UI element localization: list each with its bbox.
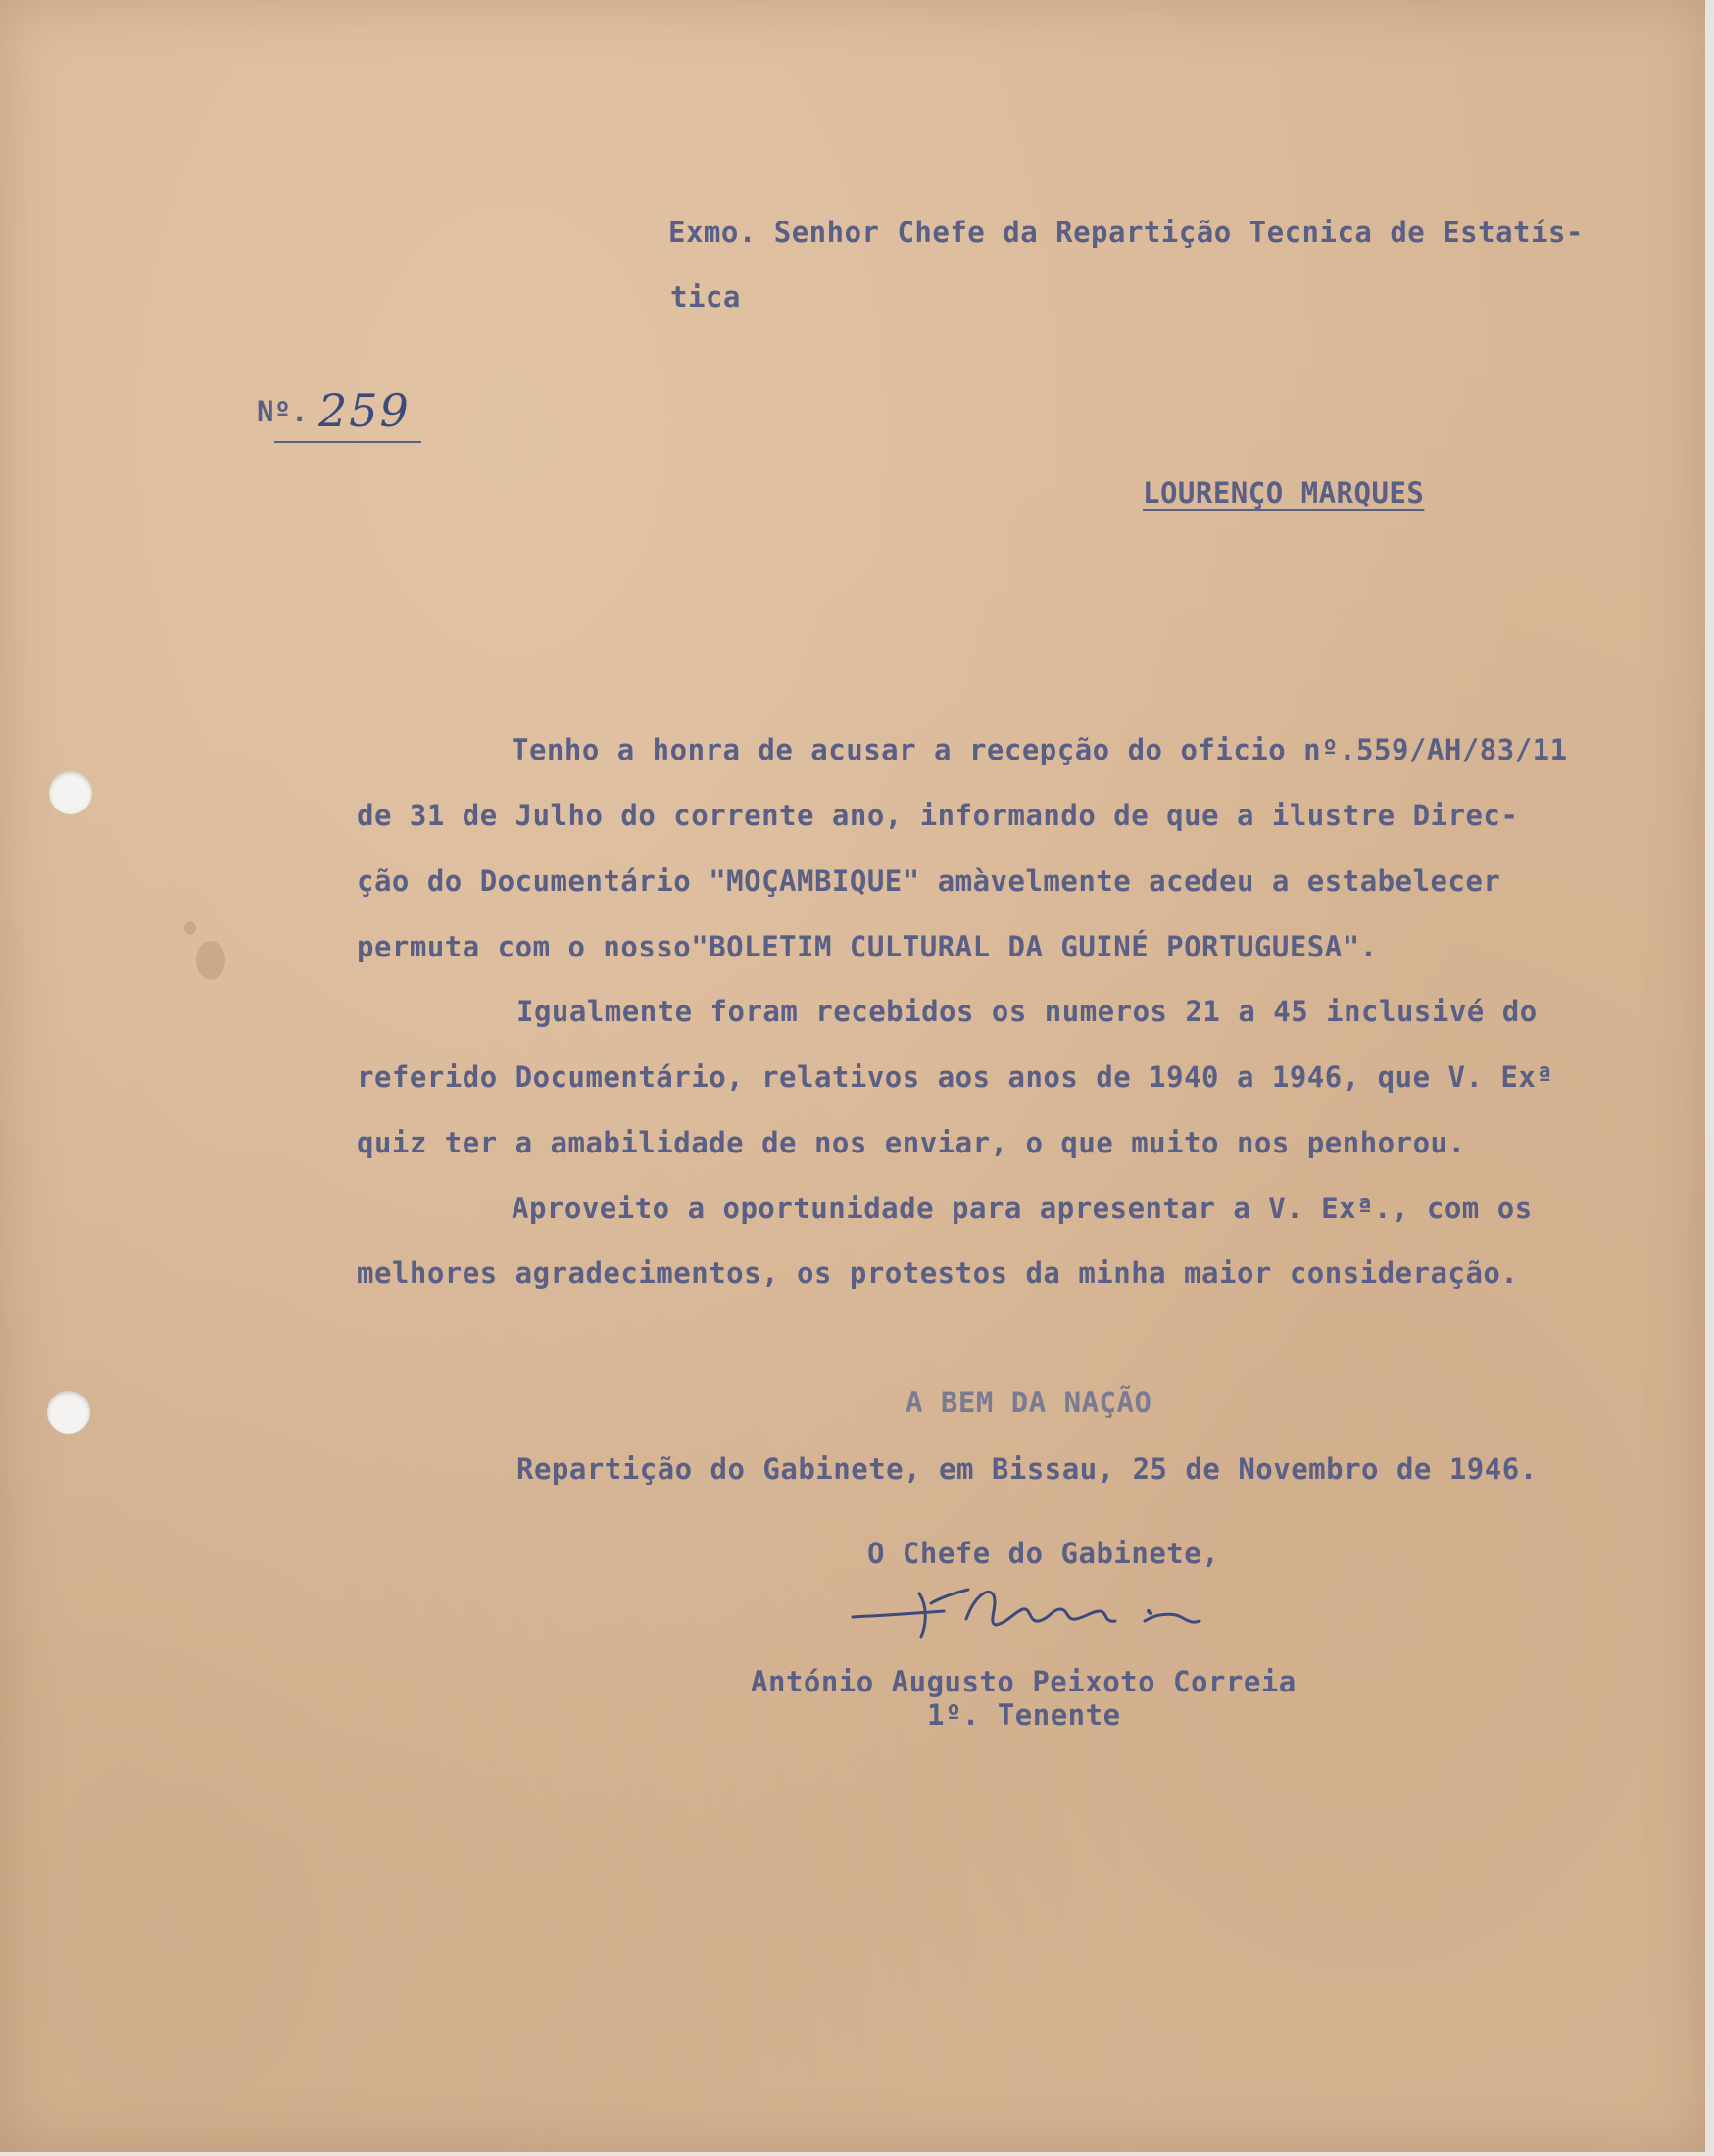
body-line-4: permuta com o nosso"BOLETIM CULTURAL DA GUINÉ PORTUGUESA". <box>357 930 1378 963</box>
body-line-1: Tenho a honra de acusar a recepção do oficio nº.559/AH/83/11 <box>512 733 1568 766</box>
handwritten-signature <box>851 1576 1223 1644</box>
punch-hole <box>47 1391 90 1434</box>
scan-border-right <box>1705 0 1714 2156</box>
punch-hole <box>49 771 92 814</box>
reference-label: Nº. <box>257 395 309 428</box>
body-line-6: referido Documentário, relativos aos anos de 1940 a 1946, que V. Exª <box>357 1060 1554 1094</box>
paper-stain <box>196 941 225 980</box>
reference-number: 259 <box>318 384 411 437</box>
body-line-3: ção do Documentário "MOÇAMBIQUE" amàvelmente acedeu a estabelecer <box>357 864 1501 898</box>
body-line-9: melhores agradecimentos, os protestos da minha maior consideração. <box>357 1256 1519 1290</box>
body-line-2: de 31 de Julho do corrente ano, informando de que a ilustre Direc- <box>357 799 1519 832</box>
addressee-line-2: tica <box>670 280 741 314</box>
signer-rank: 1º. Tenente <box>927 1698 1121 1732</box>
paper-stain <box>184 921 196 935</box>
destination-city: LOURENÇO MARQUES <box>1143 476 1425 510</box>
addressee-line-1: Exmo. Senhor Chefe da Repartição Tecnica de Estatís- <box>668 216 1584 249</box>
signer-title: O Chefe do Gabinete, <box>867 1537 1220 1570</box>
place-and-date: Repartição do Gabinete, em Bissau, 25 de Novembro de 1946. <box>516 1452 1538 1486</box>
body-line-5: Igualmente foram recebidos os numeros 21 a 45 inclusivé do <box>516 995 1538 1028</box>
reference-underline <box>274 441 421 443</box>
scan-border-bottom <box>0 2152 1714 2156</box>
body-line-7: quiz ter a amabilidade de nos enviar, o que muito nos penhorou. <box>357 1126 1466 1159</box>
body-line-8: Aproveito a oportunidade para apresentar a V. Exª., com os <box>512 1192 1533 1225</box>
signer-name: António Augusto Peixoto Correia <box>751 1665 1297 1698</box>
closing-salutation: A BEM DA NAÇÃO <box>906 1386 1152 1419</box>
